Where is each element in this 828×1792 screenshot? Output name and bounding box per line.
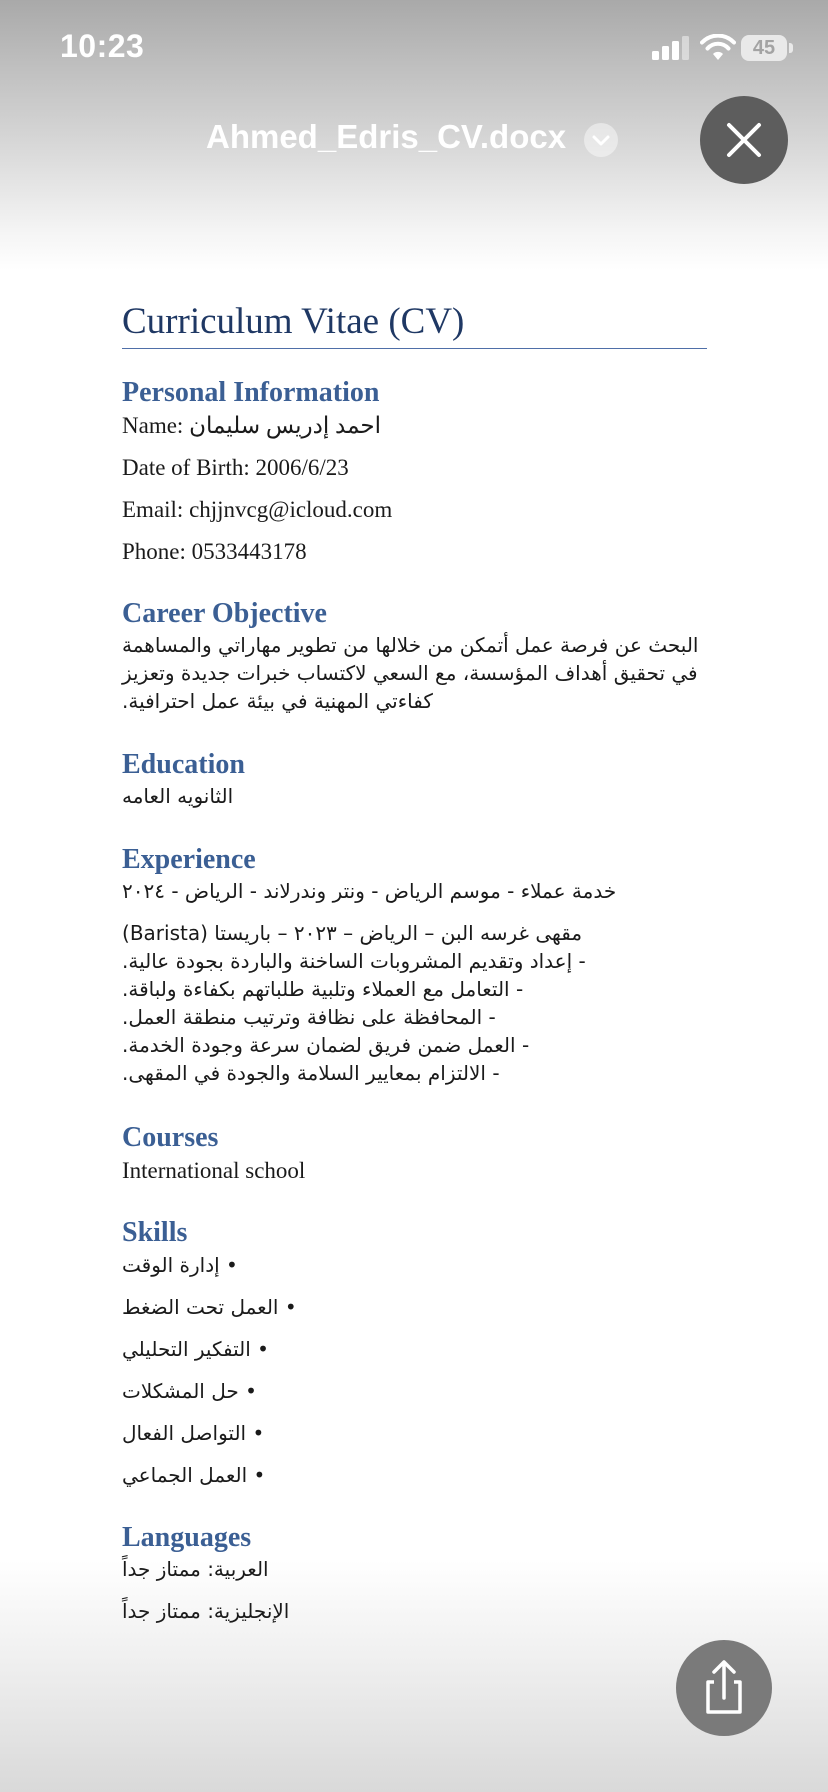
language-item: الإنجليزية: ممتاز جداً — [122, 1599, 290, 1623]
education-heading: Education — [122, 749, 245, 780]
experience-job-2: مقهى غرسه البن – الرياض – ٢٠٢٣ – باريستا (Barista) — [122, 921, 583, 945]
experience-heading: Experience — [122, 844, 256, 875]
chevron-down-icon — [584, 123, 618, 157]
experience-duties — [122, 947, 722, 1087]
share-button[interactable] — [676, 1640, 772, 1736]
courses-heading: Courses — [122, 1122, 219, 1153]
title-menu-button[interactable] — [584, 123, 618, 157]
personal-email: Email: chjjnvcg@icloud.com — [122, 497, 393, 522]
objective-line: كفاءتي المهنية في بيئة عمل احترافية. — [122, 689, 433, 713]
skill-item: • التفكير التحليلي — [122, 1337, 269, 1361]
courses-text: International school — [122, 1158, 306, 1183]
duty-item: - التعامل مع العملاء وتلبية طلباتهم بكفاءة ولباقة. — [122, 977, 524, 1001]
skill-item: • العمل الجماعي — [122, 1463, 266, 1487]
skill-item: • إدارة الوقت — [122, 1253, 238, 1277]
personal-info-heading: Personal Information — [122, 377, 380, 408]
duty-item: - الالتزام بمعايير السلامة والجودة في المقهى. — [122, 1061, 500, 1085]
skills-heading: Skills — [122, 1217, 188, 1248]
personal-phone: Phone: 0533443178 — [122, 539, 307, 564]
duty-item: - المحافظة على نظافة وترتيب منطقة العمل. — [122, 1005, 496, 1029]
objective-line: في تحقيق أهداف المؤسسة، مع السعي لاكتساب خبرات جديدة وتعزيز — [122, 661, 698, 685]
battery-indicator: 45 — [741, 35, 787, 61]
experience-job-1: خدمة عملاء - موسم الرياض - ونتر وندرلاند - الرياض - ٢٠٢٤ — [122, 879, 617, 903]
close-button[interactable] — [700, 96, 788, 184]
skill-item: • العمل تحت الضغط — [122, 1295, 297, 1319]
cellular-signal-icon — [652, 36, 694, 60]
skill-item: • التواصل الفعال — [122, 1421, 265, 1445]
wifi-icon — [700, 34, 736, 62]
objective-line: البحث عن فرصة عمل أتمكن من خلالها من تطوير مهاراتي والمساهمة — [122, 633, 699, 657]
status-time: 10:23 — [60, 28, 145, 64]
duty-item: - إعداد وتقديم المشروبات الساخنة والباردة بجودة عالية. — [122, 949, 586, 973]
personal-dob: Date of Birth: 2006/6/23 — [122, 455, 349, 480]
career-objective-heading: Career Objective — [122, 598, 327, 629]
career-objective-text — [122, 631, 722, 715]
close-icon — [700, 96, 788, 184]
personal-name: Name: احمد إدريس سليمان — [122, 413, 382, 438]
cv-title: Curriculum Vitae (CV) — [122, 300, 707, 349]
duty-item: - العمل ضمن فريق لضمان سرعة وجودة الخدمة. — [122, 1033, 530, 1057]
languages-heading: Languages — [122, 1522, 252, 1553]
education-text: الثانويه العامه — [122, 784, 234, 808]
language-item: العربية: ممتاز جداً — [122, 1557, 269, 1581]
share-icon — [676, 1640, 772, 1736]
skill-item: • حل المشكلات — [122, 1379, 257, 1403]
document-title[interactable]: Ahmed_Edris_CV.docx — [206, 118, 567, 155]
battery-nub — [789, 43, 793, 53]
